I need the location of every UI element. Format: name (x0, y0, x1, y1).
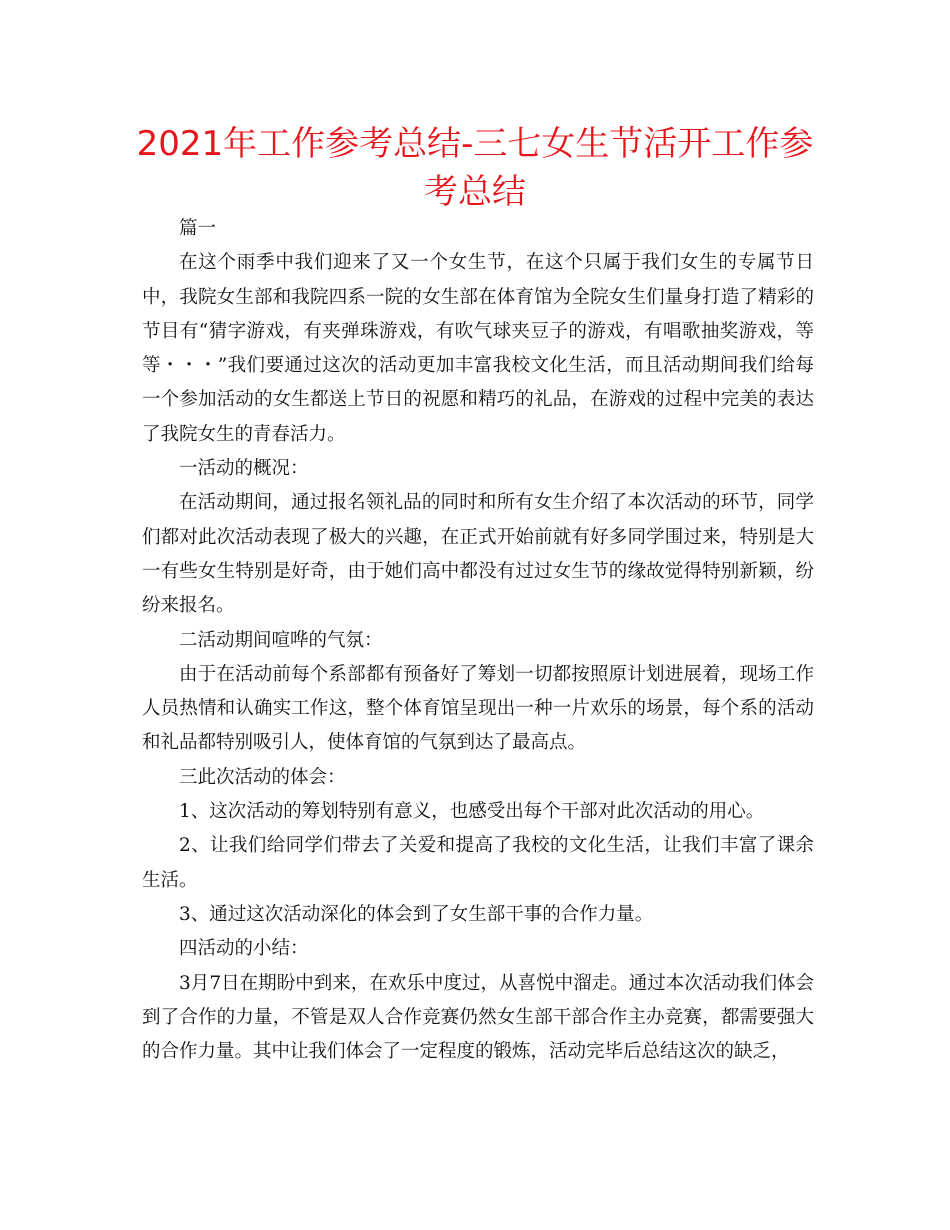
paragraph-overview: 在活动期间，通过报名领礼品的同时和所有女生介绍了本次活动的环节，同学们都对此次活动表现了极大的兴趣，在正式开始前就有好多同学围过来，特别是大一有些女生特别是好奇，由于她们高中都没有过过女生节的缘故觉得特别新颖，纷纷来报名。 (142, 492, 814, 617)
paragraph-intro: 在这个雨季中我们迎来了又一个女生节，在这个只属于我们女生的专属节日中，我院女生部和我院四系一院的女生部在体育馆为全院女生们量身打造了精彩的节目有“猜字游戏，有夹弹珠游戏，有吹气球夹豆子的游戏，有唱歌抽奖游戏，等等・・・”我们要通过这次的活动更加丰富我校文化生活，而且活动期间我们给每一个参加活动的女生都送上节日的祝愿和精巧的礼品，在游戏的过程中完美的表达了我院女生的青春活力。 (142, 252, 814, 445)
list-item-3: 3、通过这次活动深化的体会到了女生部干事的合作力量。 (179, 903, 654, 925)
document-body (142, 212, 814, 1069)
heading-experience: 三此次活动的体会： (179, 766, 346, 788)
heading-atmosphere: 二活动期间喧哗的气氛： (179, 629, 383, 651)
list-item-2: 2、让我们给同学们带去了关爱和提高了我校的文化生活，让我们丰富了课余生活。 (142, 835, 814, 891)
list-item-1: 1、这次活动的筹划特别有意义，也感受出每个干部对此次活动的用心。 (179, 801, 765, 823)
heading-summary: 四活动的小结： (179, 938, 309, 960)
paragraph-atmosphere: 由于在活动前每个系部都有预备好了筹划一切都按照原计划进展着，现场工作人员热情和认确实工作这，整个体育馆呈现出一种一片欢乐的场景，每个系的活动和礼品都特别吸引人，使体育馆的气氛到达了最高点。 (142, 663, 814, 754)
heading-overview: 一活动的概况： (179, 458, 309, 480)
paragraph-section-label: 篇一 (179, 218, 217, 239)
document-title: 2021年工作参考总结-三七女生节活开工作参考总结 (136, 124, 814, 212)
paragraph-summary: 3月7日在期盼中到来，在欢乐中度过，从喜悦中溜走。通过本次活动我们体会到了合作的力量，不管是双人合作竞赛仍然女生部干部合作主办竞赛，都需要强大的合作力量。其中让我们体会了一定程度的锻炼，活动完毕后总结这次的缺乏， (142, 972, 814, 1063)
